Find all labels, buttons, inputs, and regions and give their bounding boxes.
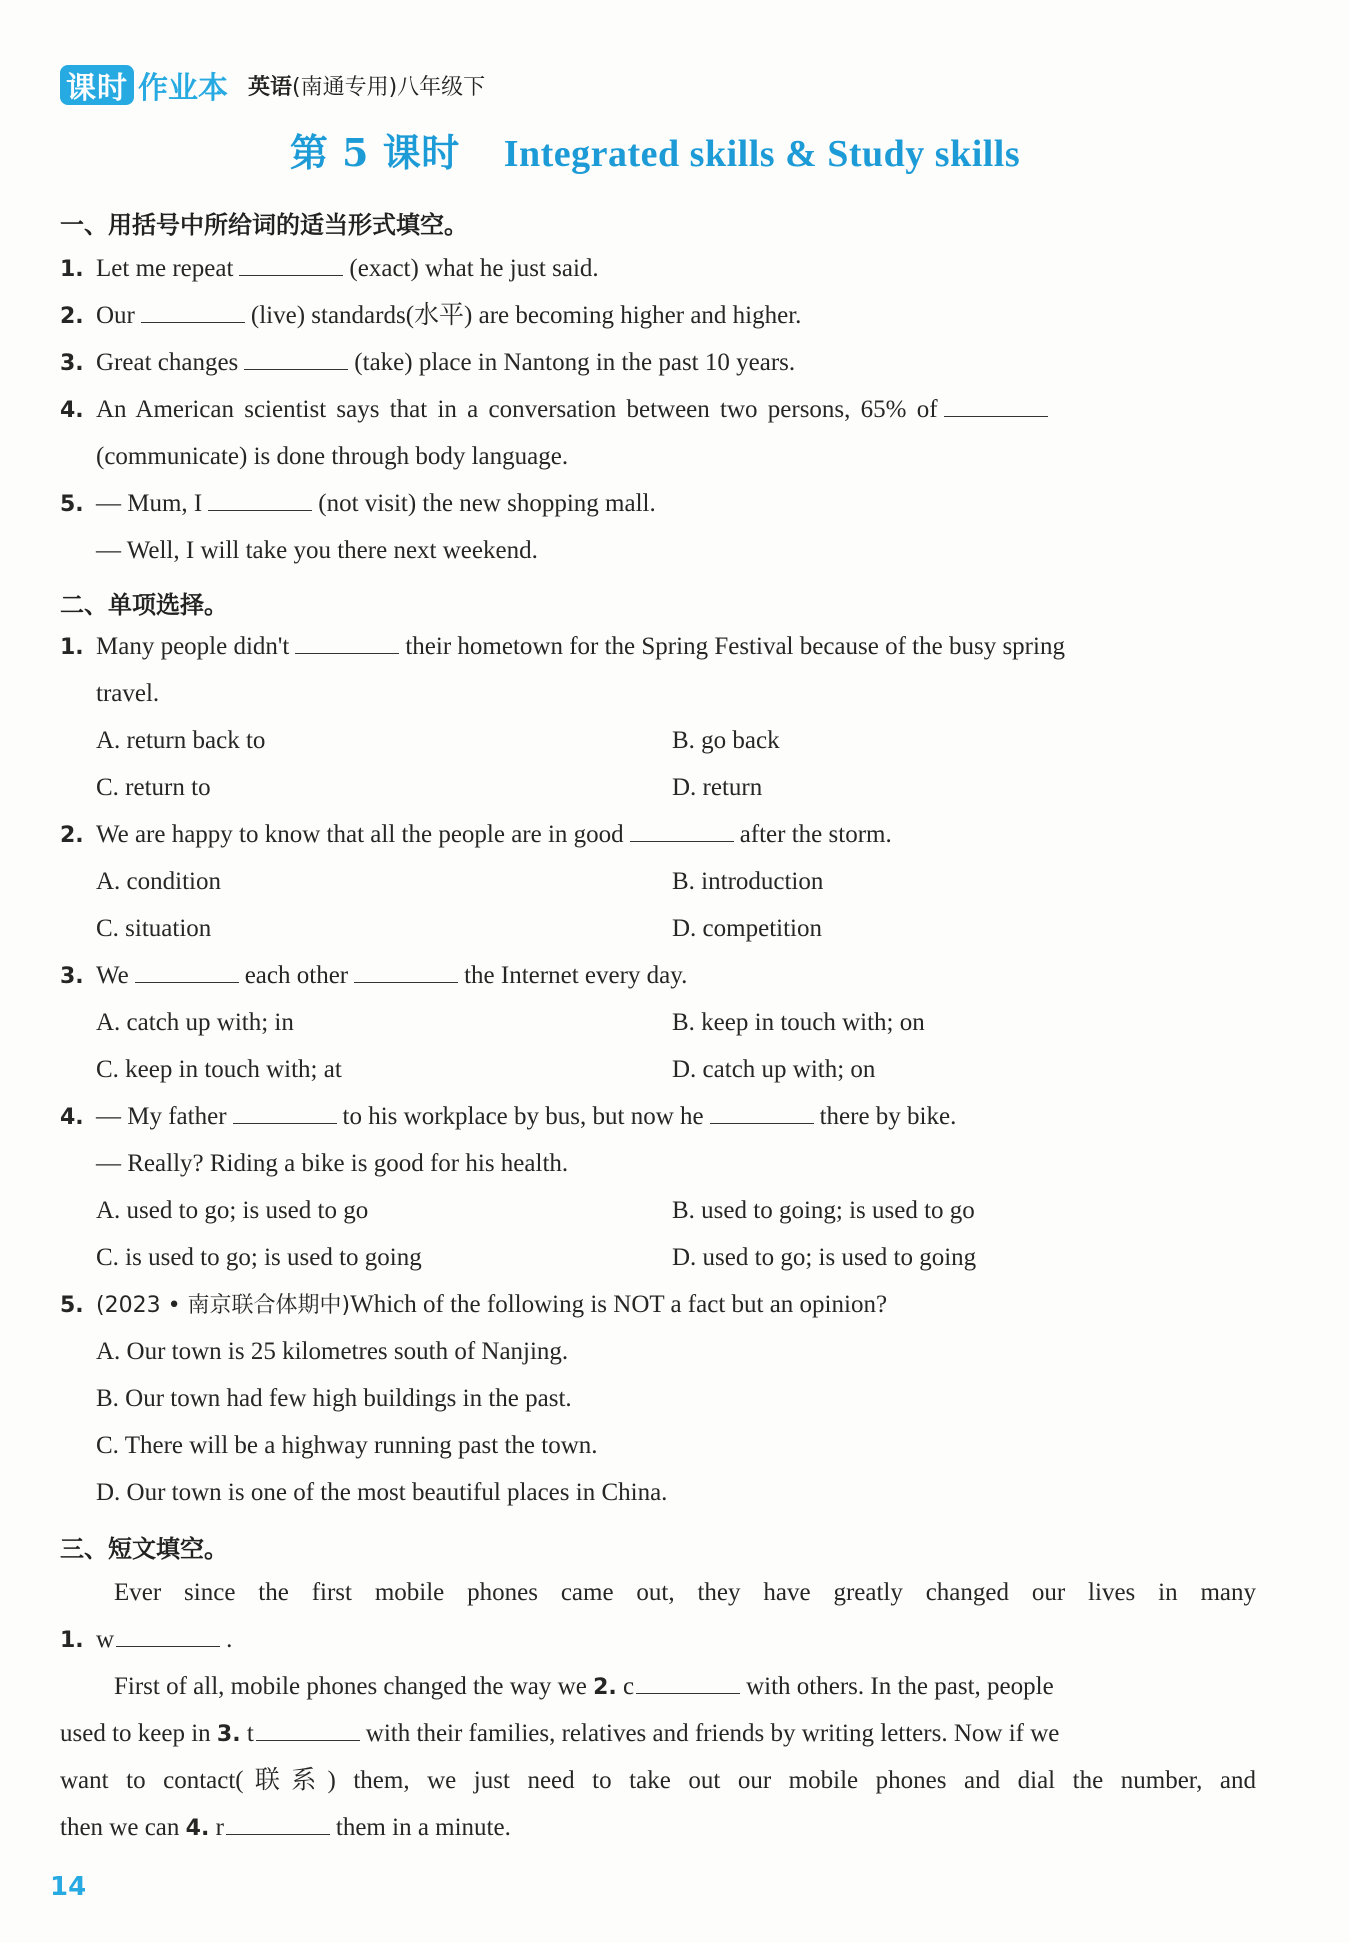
s1-item-3 (60, 346, 1256, 381)
s3-line-5: want to contact(联系) them, we just need to take out our mobile phones and dial the number, and (60, 1767, 1256, 1794)
question-text: the Internet every day. (464, 962, 688, 989)
answer-blank[interactable] (354, 960, 458, 983)
blank-hint-letter: c (622, 1673, 635, 1700)
s2-q1-stem-cont: travel. (96, 680, 160, 707)
s2-q4-option-b[interactable]: B. used to going; is used to go (672, 1197, 975, 1224)
header-subject (248, 70, 485, 101)
answer-blank[interactable] (710, 1101, 814, 1124)
item-number: 5. (60, 492, 84, 517)
item-text: Let me repeat (96, 255, 234, 282)
blank-hint-letter: t (246, 1720, 254, 1747)
s3-line-1: Ever since the first mobile phones came out, they have greatly changed our lives in many (114, 1579, 1256, 1606)
item-text: (exact) what he just said. (349, 255, 599, 282)
question-source: (2023 • 南京联合体期中) (96, 1293, 351, 1318)
question-text: Which of the following is NOT a fact but an opinion? (350, 1291, 888, 1318)
s2-q5-option-a[interactable]: A. Our town is 25 kilometres south of Nanjing. (96, 1338, 569, 1365)
s2-q4-option-c[interactable]: C. is used to go; is used to going (96, 1244, 422, 1271)
answer-blank[interactable] (116, 1624, 220, 1647)
s2-q5-option-b[interactable]: B. Our town had few high buildings in the past. (96, 1385, 572, 1412)
item-text: Great changes (96, 349, 239, 376)
page-title (0, 122, 1310, 177)
question-number: 3. (60, 964, 84, 989)
blank-number: 3. (216, 1722, 241, 1747)
s2-q3-option-c[interactable]: C. keep in touch with; at (96, 1056, 342, 1083)
s2-q4-option-a[interactable]: A. used to go; is used to go (96, 1197, 369, 1224)
item-text: (live) standards(水平) are becoming higher and higher. (250, 302, 802, 329)
s2-q4-stem-cont: — Really? Riding a bike is good for his health. (96, 1150, 569, 1177)
brand-logo-text: 作业本 (138, 71, 228, 106)
s3-line-2 (60, 1623, 1256, 1658)
page-header (60, 62, 485, 108)
s2-q4-option-d[interactable]: D. used to go; is used to going (672, 1244, 977, 1271)
question-text: to his workplace by bus, but now he (342, 1103, 704, 1130)
edition-label: (南通专用)八年级下 (292, 74, 486, 100)
answer-blank[interactable] (256, 1718, 360, 1741)
item-text: An American scientist says that in a conversation between two persons, 65% of (96, 396, 938, 423)
lesson-topic: Integrated skills & Study skills (503, 133, 1021, 175)
item-text: (not visit) the new shopping mall. (318, 490, 656, 517)
question-number: 2. (60, 823, 84, 848)
answer-blank[interactable] (244, 347, 348, 370)
question-number: 1. (60, 635, 84, 660)
answer-blank[interactable] (233, 1101, 337, 1124)
passage-text: First of all, mobile phones changed the way we (114, 1673, 587, 1700)
question-text: Many people didn't (96, 633, 290, 660)
answer-blank[interactable] (226, 1812, 330, 1835)
s2-q1-option-b[interactable]: B. go back (672, 727, 780, 754)
section1-heading: 一、用括号中所给词的适当形式填空。 (60, 211, 468, 239)
s2-q4-stem (60, 1100, 1256, 1135)
answer-blank[interactable] (208, 488, 312, 511)
passage-text: with others. In the past, people (746, 1673, 1054, 1700)
blank-hint-letter: r (215, 1814, 224, 1841)
blank-number: 4. (185, 1816, 210, 1841)
question-number: 4. (60, 1105, 84, 1130)
question-number: 5. (60, 1293, 84, 1318)
s3-line-3 (114, 1670, 1256, 1705)
blank-number: 2. (593, 1675, 617, 1700)
s2-q2-option-a[interactable]: A. condition (96, 868, 221, 895)
s2-q3-stem (60, 959, 1256, 994)
answer-blank[interactable] (239, 253, 343, 276)
s1-item-4-cont: (communicate) is done through body language. (96, 443, 569, 470)
question-text: each other (244, 962, 349, 989)
passage-text: used to keep in (60, 1720, 211, 1747)
lesson-number: 第 5 课时 (289, 130, 460, 175)
answer-blank[interactable] (944, 394, 1048, 417)
s1-item-5 (60, 487, 1256, 522)
item-number: 3. (60, 351, 84, 376)
section2-heading: 二、单项选择。 (60, 591, 228, 619)
s2-q1-stem (60, 630, 1256, 665)
item-number: 4. (60, 398, 84, 423)
brand-logo-box: 课时 (60, 65, 134, 105)
answer-blank[interactable] (295, 631, 399, 654)
passage-text: them in a minute. (335, 1814, 511, 1841)
s3-line-6 (60, 1811, 1256, 1846)
s1-item-1 (60, 252, 1256, 287)
question-text: after the storm. (739, 821, 892, 848)
s1-item-2 (60, 299, 1256, 334)
passage-text: with their families, relatives and friends by writing letters. Now if we (365, 1720, 1060, 1747)
answer-blank[interactable] (135, 960, 239, 983)
question-text: — My father (96, 1103, 227, 1130)
s2-q5-option-d[interactable]: D. Our town is one of the most beautiful places in China. (96, 1479, 668, 1506)
answer-blank[interactable] (630, 819, 734, 842)
s2-q2-option-d[interactable]: D. competition (672, 915, 822, 942)
s2-q1-option-c[interactable]: C. return to (96, 774, 211, 801)
s2-q3-option-b[interactable]: B. keep in touch with; on (672, 1009, 925, 1036)
s2-q5-stem (60, 1288, 1256, 1323)
s2-q2-stem (60, 818, 1256, 853)
subject-label: 英语 (248, 74, 293, 100)
s2-q3-option-d[interactable]: D. catch up with; on (672, 1056, 876, 1083)
page-number: 14 (50, 1872, 87, 1902)
s1-item-4 (60, 393, 1256, 428)
question-text: there by bike. (819, 1103, 957, 1130)
s2-q1-option-d[interactable]: D. return (672, 774, 763, 801)
question-text: We are happy to know that all the people are in good (96, 821, 624, 848)
s2-q2-option-c[interactable]: C. situation (96, 915, 212, 942)
question-text: their hometown for the Spring Festival because of the busy spring (405, 633, 1065, 660)
s2-q5-option-c[interactable]: C. There will be a highway running past the town. (96, 1432, 598, 1459)
s2-q1-option-a[interactable]: A. return back to (96, 727, 266, 754)
section3-heading: 三、短文填空。 (60, 1535, 228, 1563)
question-text: We (96, 962, 129, 989)
s2-q2-option-b[interactable]: B. introduction (672, 868, 824, 895)
item-text: Our (96, 302, 135, 329)
answer-blank[interactable] (636, 1671, 740, 1694)
item-text: — Mum, I (96, 490, 203, 517)
passage-text: then we can (60, 1814, 180, 1841)
s3-line-4 (60, 1717, 1256, 1752)
item-number: 2. (60, 304, 84, 329)
answer-blank[interactable] (141, 300, 245, 323)
s1-item-5-cont: — Well, I will take you there next weekend. (96, 537, 538, 564)
s2-q3-option-a[interactable]: A. catch up with; in (96, 1009, 294, 1036)
item-number: 1. (60, 257, 84, 282)
item-text: (take) place in Nantong in the past 10 years. (354, 349, 796, 376)
blank-hint-letter: w (96, 1626, 115, 1653)
passage-text: . (226, 1626, 233, 1653)
blank-number: 1. (60, 1628, 84, 1653)
